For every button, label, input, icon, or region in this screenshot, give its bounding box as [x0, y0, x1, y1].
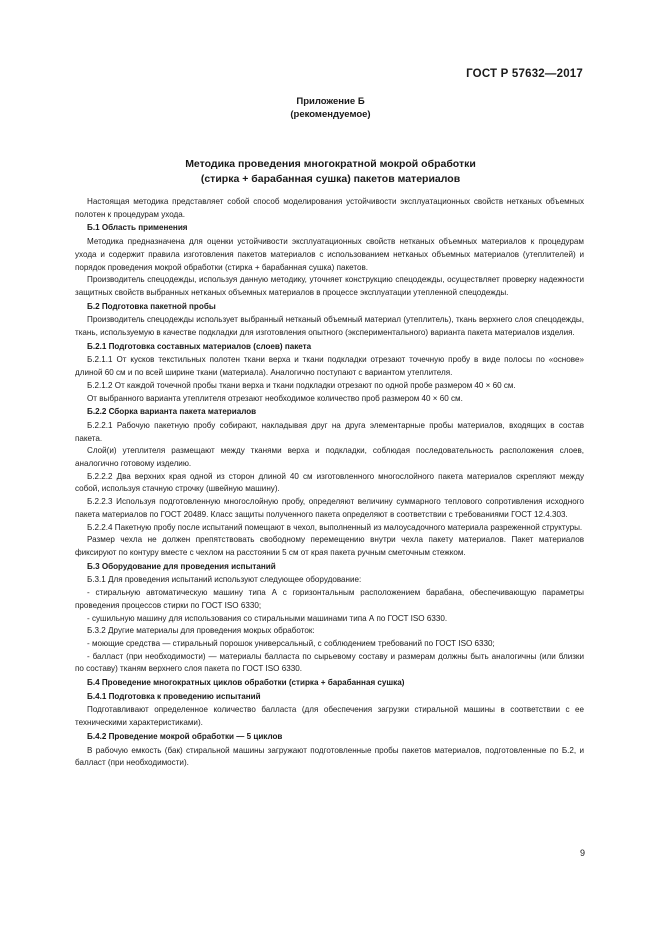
section-heading: Б.4.2 Проведение мокрой обработки — 5 циклов [87, 731, 283, 741]
paragraph: Б.2.1.1 От кусков текстильных полотен ткани верха и ткани подкладки отрезают точечную пробу в виде полосы по «основе» длиной 60 см и по всей ширине ткани (материала). Аналогично поступают с вариантом утеплителя. [75, 355, 584, 378]
paragraph: Б.2.2.4 Пакетную пробу после испытаний помещают в чехол, выполненный из малоусадочного материала разреженной структуры. [87, 522, 583, 532]
section-heading: Б.4.1 Подготовка к проведению испытаний [87, 691, 261, 701]
paragraph: - стиральную автоматическую машину типа А с горизонтальным расположением барабана, обеспечивающую параметры проведения процессов стирки по ГОСТ ISO 6330; [75, 588, 584, 610]
paragraph: Слой(и) утеплителя размещают между тканями верха и подкладки, соблюдая последовательность расположения слоев, аналогично готовому изделию. [75, 446, 584, 469]
section-heading: Б.2.2 Сборка варианта пакета материалов [87, 407, 257, 417]
paragraph: Настоящая методика представляет собой способ моделирования устойчивости эксплуатационных свойств нетканых объемных полотен к процедурам ухода. [75, 197, 584, 219]
paragraph: Размер чехла не должен препятствовать свободному перемещению внутри чехла пакету материалов. Пакет материалов фиксируют по контуру вместе с чехлом на расстоянии 5 см от края пакета ручным сметочным стежком. [75, 535, 584, 557]
annex-title: Приложение Б [296, 96, 365, 107]
document-title-line-2: (стирка + барабанная сушка) пакетов материалов [200, 172, 461, 185]
section-heading: Б.3 Оборудование для проведения испытаний [87, 561, 276, 571]
paragraph: Методика предназначена для оценки устойчивости эксплуатационных свойств нетканых объемных материалов к процедурам ухода и содержит правила изготовления пакетов материалов с использованием нетканых объемных материалов (утеплителей) и порядок проведения мокрой обработки (стирка + барабанная сушка) пакетов. [75, 237, 584, 272]
paragraph: Б.2.2.1 Рабочую пакетную пробу собирают, накладывая друг на друга элементарные пробы материалов, входящих в состав пакета. [75, 420, 584, 443]
paragraph: - сушильную машину для использования со стиральными машинами типа А по ГОСТ ISO 6330. [87, 613, 448, 623]
annex-status: (рекомендуемое) [290, 109, 371, 120]
standard-code: ГОСТ Р 57632—2017 [466, 68, 583, 80]
paragraph: - моющие средства — стиральный порошок универсальный, с соблюдением требований по ГОСТ ISO 6330; [87, 638, 495, 648]
section-heading: Б.4 Проведение многократных циклов обработки (стирка + барабанная сушка) [87, 678, 405, 688]
paragraph: Подготавливают определенное количество балласта (для обеспечения загрузки стиральной машины в соответствии с ее техническими характеристиками). [75, 705, 584, 728]
paragraph: Б.3.2 Другие материалы для проведения мокрых обработок: [87, 626, 315, 636]
paragraph: Б.2.2.2 Два верхних края одной из сторон длиной 40 см изготовленного многослойного пакета материалов скрепляют между собой, используя стачную строчку (швейную машину). [75, 471, 584, 494]
document-title [0, 157, 661, 186]
document-title-line-1: Методика проведения многократной мокрой обработки [185, 158, 476, 170]
paragraph: - балласт (при необходимости) — материалы балласта по сырьевому составу и размерам должны быть аналогичны (или близки по составу) тканям верхнего слоя пакета по ГОСТ ISO 6330. [75, 651, 584, 674]
paragraph: Б.2.1.2 От каждой точечной пробы ткани верха и ткани подкладки отрезают по одной пробе размером 40 × 60 см. [87, 380, 516, 390]
section-heading: Б.1 Область применения [87, 223, 188, 233]
document-body [75, 196, 584, 770]
paragraph: Б.2.2.3 Используя подготовленную многослойную пробу, определяют величину суммарного теплового сопротивления исходного пакета материалов по ГОСТ 20489. Класс защиты полученного пакета определяют в соответствии с требованиями ГОСТ 12.4.303. [75, 497, 584, 519]
annex-heading [0, 95, 661, 121]
section-heading: Б.2.1 Подготовка составных материалов (слоев) пакета [87, 341, 312, 351]
paragraph: Производитель спецодежды использует выбранный нетканый объемный материал (утеплитель), ткань верхнего слоя спецодежды, ткань, используемую в качестве подкладки для изготовления опытного (экспериментального) варианта пакета материалов изделия. [75, 315, 584, 338]
section-heading: Б.2 Подготовка пакетной пробы [87, 301, 216, 311]
paragraph: От выбранного варианта утеплителя отрезают необходимое количество проб размером 40 × 60 см. [87, 393, 463, 403]
paragraph: Производитель спецодежды, используя данную методику, уточняет конструкцию спецодежды, осуществляет проверку надежности защитных свойств выбранных нетканых объемных материалов в процессе эксплуатации утепленной спецодежды. [75, 275, 584, 297]
paragraph: Б.3.1 Для проведения испытаний используют следующее оборудование: [87, 575, 362, 585]
paragraph: В рабочую емкость (бак) стиральной машины загружают подготовленные пробы пакетов материалов, подготовленные по Б.2, и балласт (при необходимости). [75, 745, 584, 768]
page-number: 9 [579, 848, 585, 858]
